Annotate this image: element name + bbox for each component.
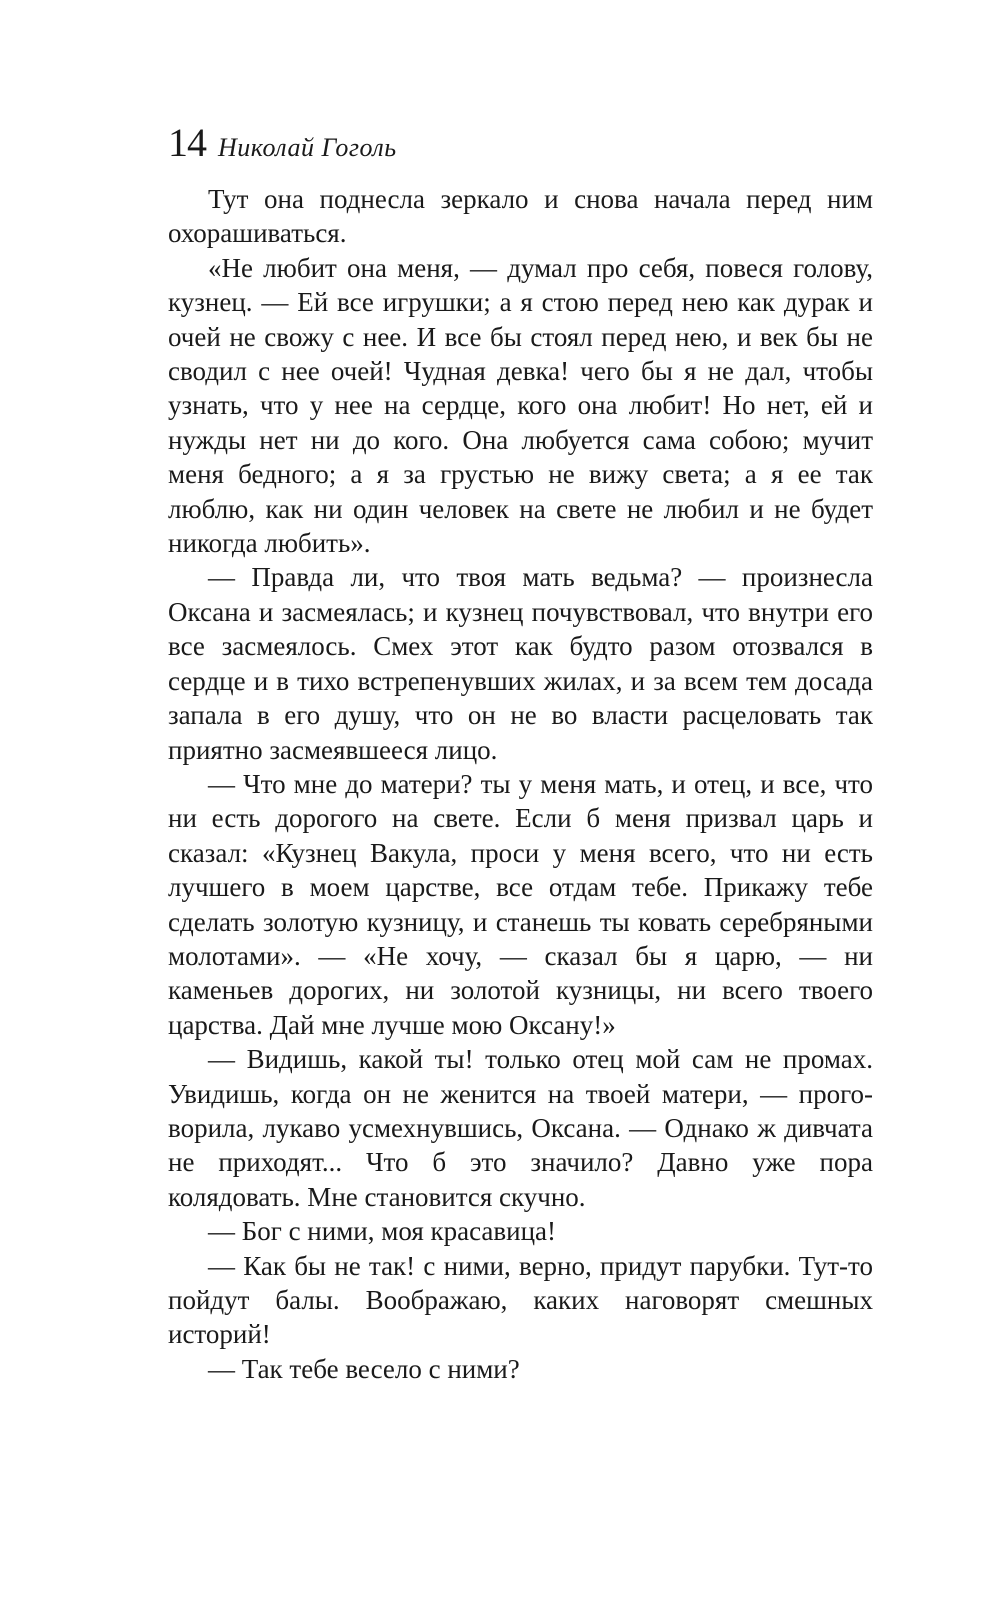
- paragraph: — Так тебе весело с ними?: [208, 1353, 520, 1384]
- paragraph: — Бог с ними, моя красавица!: [208, 1216, 557, 1247]
- paragraph: — Как бы не так! с ними, верно, придут парубки. Тут-то пойдут балы. Воображаю, каких наговорят смешных историй!: [168, 1250, 873, 1350]
- author-name: Николай Гоголь: [218, 133, 397, 162]
- paragraph: «Не любит она меня, — думал про себя, повеся голову, кузнец. — Ей все игрушки; а я стою перед нею как дурак и очей не свожу с нее. И все бы стоял перед нею, и век бы не сводил с нее очей! Чудная девка! чего бы я не дал, чтобы узнать, что у нее на сердце, кого она любит! Но нет, ей и нужды нет ни до кого. Она любуется сама собою; мучит меня бедного; а я за грустью не вижу света; а я ее так люблю, как ни один человек на свете не любил и не будет никогда любить».: [168, 252, 873, 559]
- paragraph: Тут она поднесла зеркало и снова начала перед ним охорашиваться.: [168, 184, 873, 249]
- page-number: 14: [168, 120, 206, 165]
- paragraph: — Правда ли, что твоя мать ведьма? — произнесла Оксана и засмеялась; и кузнец почувствовал, что внутри его все засмеялось. Смех этот как будто разом отозвался в сердце и в тихо встрепенувших жилах, и за всем тем досада запала в его душу, что он не во власти расцеловать так приятно засмеявшееся лицо.: [168, 562, 873, 765]
- paragraph: — Что мне до матери? ты у меня мать, и отец, и все, что ни есть дорогого на свете. Если б меня призвал царь и сказал: «Кузнец Вакула, проси у меня всего, что ни есть лучшего в моем царстве, все отдам тебе. Прикажу тебе сделать золотую кузницу, и станешь ты ковать серебряными молотами». — «Не хочу, — сказал бы я царю, — ни каменьев дорогих, ни золотой кузницы, ни всего твоего царства. Дай мне лучше мою Оксану!»: [168, 768, 873, 1040]
- body-text: [168, 182, 873, 1386]
- paragraph: — Видишь, какой ты! только отец мой сам не промах. Увидишь, когда он не женится на твоей матери, — проговорила, лукаво усмехнувшись, Оксана. — Однако ж дивчата не приходят... Что б это значило? Давно уже пора колядовать. Мне становится скучно.: [168, 1044, 873, 1212]
- running-head: [168, 120, 397, 166]
